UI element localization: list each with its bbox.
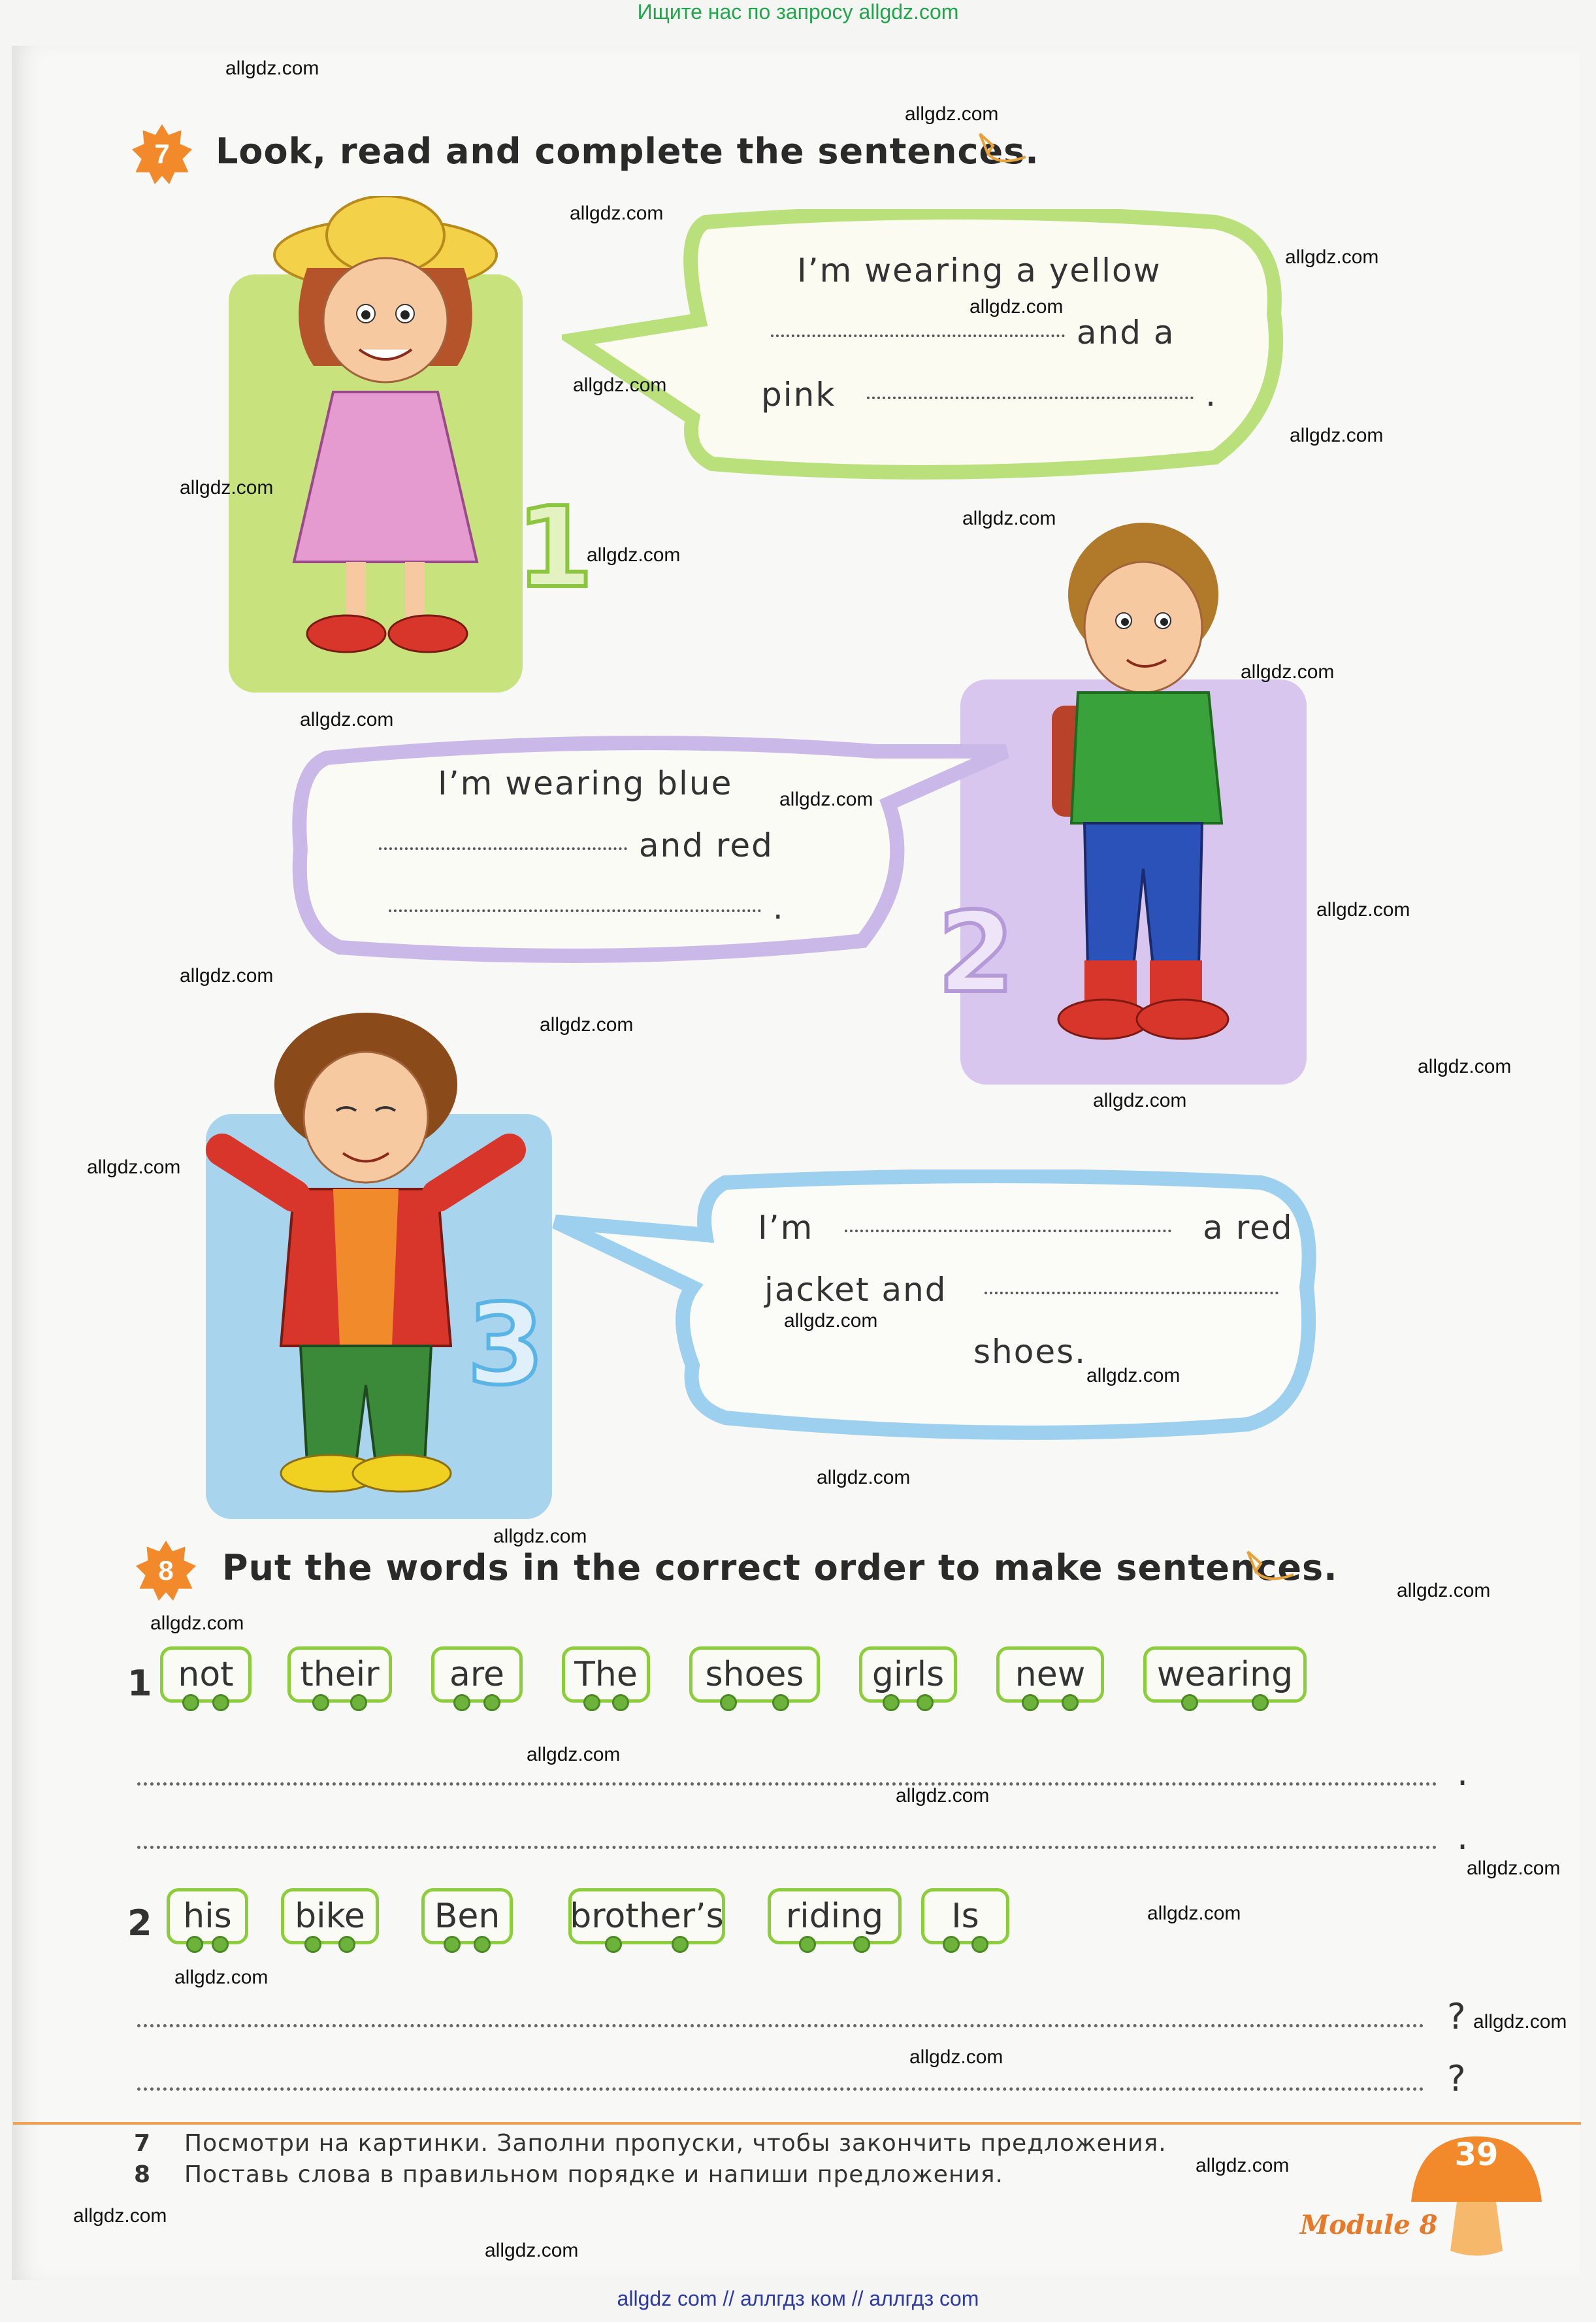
- bubble-1-line-2-end: and a: [1076, 314, 1175, 352]
- row-2-end-mark: ?: [1447, 2058, 1466, 2099]
- blank-2b[interactable]: [389, 908, 761, 912]
- watermark: allgdz.com: [905, 103, 999, 125]
- word-card[interactable]: new: [996, 1646, 1104, 1703]
- blank-3b[interactable]: [985, 1290, 1278, 1294]
- top-banner[interactable]: Ищите нас по запросу allgdz.com: [637, 0, 959, 24]
- word-card[interactable]: are: [431, 1646, 523, 1703]
- word-card[interactable]: girls: [859, 1646, 957, 1703]
- watermark: allgdz.com: [1147, 1903, 1241, 1924]
- word-card[interactable]: his: [167, 1888, 248, 1944]
- bubble-2-line-1: I’m wearing blue: [438, 764, 733, 802]
- word-card[interactable]: bike: [281, 1888, 379, 1944]
- word-card[interactable]: their: [287, 1646, 392, 1703]
- answer-line-1b[interactable]: [137, 1846, 1437, 1849]
- word-card[interactable]: Is: [921, 1888, 1009, 1944]
- word-card[interactable]: shoes: [689, 1646, 820, 1703]
- word-card[interactable]: brother’s: [568, 1888, 725, 1944]
- watermark: allgdz.com: [962, 508, 1056, 529]
- watermark: allgdz.com: [493, 1526, 587, 1547]
- watermark: allgdz.com: [587, 544, 681, 566]
- blank-3a[interactable]: [845, 1228, 1171, 1232]
- watermark: allgdz.com: [73, 2205, 167, 2227]
- watermark: allgdz.com: [1285, 246, 1379, 268]
- watermark: allgdz.com: [896, 1785, 990, 1807]
- bottom-banner[interactable]: allgdz com // аллгдз ком // аллгдз com: [617, 2287, 979, 2310]
- bubble-1-line-3-end: .: [1205, 376, 1217, 414]
- watermark: allgdz.com: [87, 1156, 181, 1178]
- answer-line-2b[interactable]: [137, 2087, 1424, 2091]
- exercise-7-number: 7: [154, 139, 170, 169]
- watermark: allgdz.com: [540, 1014, 634, 1036]
- blank-2a[interactable]: [379, 846, 627, 850]
- exercise-8-badge: [136, 1541, 196, 1601]
- watermark: allgdz.com: [1473, 2011, 1567, 2033]
- word-card[interactable]: Ben: [421, 1888, 513, 1944]
- watermark: allgdz.com: [784, 1310, 878, 1332]
- answer-line-2a[interactable]: [137, 2024, 1424, 2027]
- watermark: allgdz.com: [1290, 425, 1384, 446]
- bubble-2-line-3-end: .: [772, 889, 785, 926]
- watermark: allgdz.com: [1467, 1857, 1561, 1879]
- bubble-3-line-1-start: I’m: [758, 1209, 814, 1247]
- word-card[interactable]: not: [160, 1646, 252, 1703]
- bubble-3-line-1-end: a red: [1203, 1209, 1294, 1247]
- watermark: allgdz.com: [225, 57, 319, 79]
- bubble-3-line-2-start: jacket and: [764, 1271, 947, 1309]
- exercise-7-badge: [132, 124, 192, 184]
- exercise-8-number: 8: [158, 1555, 174, 1586]
- panel-1-number: 1: [516, 483, 594, 613]
- watermark: allgdz.com: [817, 1467, 911, 1488]
- module-label: Module 8: [1300, 2210, 1438, 2240]
- watermark: allgdz.com: [174, 1967, 269, 1988]
- watermark: allgdz.com: [527, 1744, 621, 1765]
- exercise-8-title: Put the words in the correct order to make sentences.: [222, 1547, 1338, 1588]
- pencil-icon: [1241, 1545, 1300, 1584]
- row-1-end-mark: .: [1457, 1816, 1469, 1857]
- footer-divider: [13, 2122, 1581, 2125]
- watermark: allgdz.com: [1241, 661, 1335, 683]
- exercise-7-title: Look, read and complete the sentences.: [216, 131, 1039, 172]
- page-number: 39: [1454, 2136, 1499, 2173]
- blank-1a[interactable]: [771, 333, 1065, 337]
- watermark: allgdz.com: [1093, 1090, 1187, 1111]
- bubble-2-line-2-end: and red: [638, 826, 774, 864]
- watermark: allgdz.com: [573, 374, 667, 396]
- panel-2-number: 2: [937, 889, 1015, 1018]
- panel-3-number: 3: [467, 1281, 545, 1410]
- word-card[interactable]: riding: [768, 1888, 902, 1944]
- watermark: allgdz.com: [1418, 1056, 1512, 1077]
- pencil-icon: [973, 127, 1032, 167]
- boy-with-backpack-illustration: [1032, 516, 1254, 1052]
- watermark: allgdz.com: [180, 477, 274, 499]
- watermark: allgdz.com: [1086, 1365, 1181, 1386]
- word-card[interactable]: wearing: [1143, 1646, 1307, 1703]
- footer-note-2-number: 8: [134, 2161, 151, 2188]
- footer-note-1-number: 7: [134, 2130, 151, 2157]
- word-card[interactable]: The: [562, 1646, 650, 1703]
- bubble-3-line-3: shoes.: [973, 1333, 1087, 1371]
- row-1-number: 1: [127, 1663, 152, 1704]
- boy-in-red-jacket-illustration: [196, 1006, 549, 1503]
- watermark: allgdz.com: [1196, 2155, 1290, 2176]
- watermark: allgdz.com: [300, 709, 394, 730]
- watermark: allgdz.com: [1316, 899, 1410, 921]
- watermark: allgdz.com: [180, 965, 274, 987]
- watermark: allgdz.com: [779, 789, 873, 810]
- girl-illustration: [268, 196, 503, 666]
- row-1-end-mark: .: [1457, 1752, 1469, 1793]
- watermark: allgdz.com: [909, 2046, 1003, 2068]
- row-2-number: 2: [127, 1903, 152, 1944]
- footer-note-2-text: Поставь слова в правильном порядке и напиши предложения.: [184, 2161, 1003, 2188]
- bubble-1-line-1: I’m wearing a yellow: [797, 252, 1162, 289]
- footer-note-1-text: Посмотри на картинки. Заполни пропуски, чтобы закончить предложения.: [184, 2130, 1167, 2157]
- blank-1b[interactable]: [867, 395, 1194, 399]
- watermark: allgdz.com: [570, 203, 664, 224]
- row-2-end-mark: ?: [1447, 1996, 1466, 2037]
- watermark: allgdz.com: [150, 1612, 244, 1634]
- answer-line-1a[interactable]: [137, 1782, 1437, 1786]
- bubble-1-line-3-start: pink: [761, 376, 836, 414]
- watermark: allgdz.com: [1397, 1580, 1491, 1601]
- watermark: allgdz.com: [969, 296, 1064, 318]
- watermark: allgdz.com: [485, 2240, 579, 2261]
